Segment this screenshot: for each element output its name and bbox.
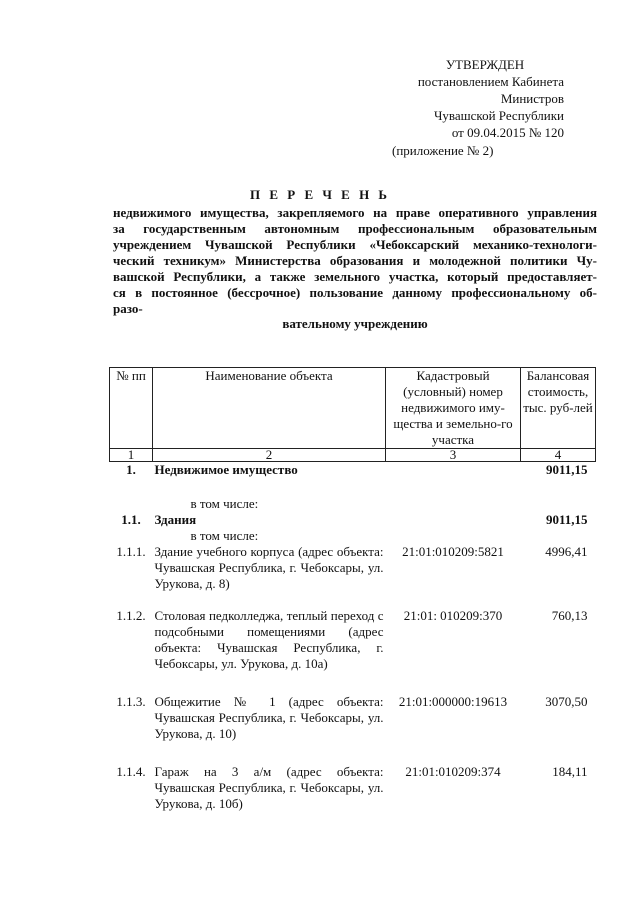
- row-number: 1.1.3.: [116, 693, 146, 709]
- header-number: № пп: [110, 368, 153, 449]
- subtitle-line: ческий техникум» Министерства образования и молодежной политики Чу-: [113, 253, 597, 268]
- appendix-note: (приложение № 2): [392, 143, 494, 158]
- table-row: [110, 512, 596, 528]
- row-name: Общежитие № 1 (адрес объекта: Чувашская Республика, г. Чебоксары, ул. Урукова, д. 10): [154, 693, 384, 741]
- row-name: в том числе:: [190, 527, 259, 543]
- row-name: Здание учебного корпуса (адрес объекта: Чувашская Республика, г. Чебоксары, ул. Урукова, д. 8): [154, 543, 384, 591]
- table-row: [110, 462, 596, 496]
- row-value: 4996,41: [545, 543, 588, 559]
- row-cadastral: [386, 528, 521, 544]
- row-value: [521, 528, 596, 544]
- table-row: [110, 528, 596, 544]
- table-row: [110, 764, 596, 812]
- row-number: 1.1.2.: [116, 607, 146, 623]
- table-row: [110, 608, 596, 694]
- column-number: 3: [386, 449, 521, 462]
- row-number: 1.1.: [121, 511, 141, 527]
- approval-heading: УТВЕРЖДЕН: [445, 57, 525, 72]
- table-row: [110, 496, 596, 512]
- document-title: П Е Р Е Ч Е Н Ь: [249, 187, 391, 202]
- subtitle-line: учреждением Чувашской Республики «Чебоксарский механико-технологи-: [113, 237, 597, 252]
- row-name: Недвижимое имущество: [154, 462, 298, 477]
- subtitle-line: разо-: [113, 301, 143, 316]
- row-cadastral: [386, 462, 521, 496]
- row-name: Гараж на 3 а/м (адрес объекта: Чувашская Республика, г. Чебоксары, ул. Урукова, д. 10б): [154, 763, 384, 811]
- row-value: 9011,15: [545, 462, 588, 477]
- row-value: [521, 496, 596, 512]
- row-value: 760,13: [551, 607, 588, 623]
- row-number: 1.1.1.: [116, 543, 146, 559]
- row-value: 9011,15: [545, 511, 588, 527]
- column-number: 4: [521, 449, 596, 462]
- row-cadastral: [386, 496, 521, 512]
- header-balance-value: Балансовая стоимость, тыс. руб-лей: [521, 368, 596, 449]
- row-number: 1.1.4.: [116, 763, 146, 779]
- table-row: [110, 544, 596, 608]
- document-subtitle: [113, 205, 597, 317]
- row-name: в том числе:: [190, 495, 259, 511]
- approval-date-number: от 09.04.2015 № 120: [451, 125, 564, 140]
- row-cadastral: 21:01: 010209:370: [403, 607, 503, 623]
- approval-authority: постановлением Кабинета Министров: [417, 74, 564, 106]
- table-row: [110, 694, 596, 764]
- row-name: Столовая педколледжа, теплый переход с подсобными помещениями (адрес объекта: Чувашская Республика, г. Чебоксары, ул. Урукова, д. 10а): [154, 607, 384, 671]
- column-number: 1: [110, 449, 153, 462]
- row-cadastral: 21:01:000000:19613: [398, 693, 508, 709]
- table-column-numbers-row: [110, 449, 596, 462]
- row-number: 1.: [126, 462, 136, 477]
- header-cadastral-number: Кадастровый (условный) номер недвижимого иму-щества и земельно-го участка: [386, 368, 521, 449]
- row-name: Здания: [154, 511, 197, 527]
- property-table: [109, 367, 596, 812]
- row-number: [110, 496, 153, 512]
- subtitle-line: ся в постоянное (бессрочное) пользование данному профессиональному об-: [113, 285, 597, 300]
- approval-republic: Чувашской Республики: [433, 108, 564, 123]
- header-object-name: Наименование объекта: [153, 368, 386, 449]
- row-number: [110, 528, 153, 544]
- subtitle-line: вашской Республики, а также земельного участка, который предоставляет-: [113, 269, 597, 284]
- row-cadastral: [386, 512, 521, 528]
- subtitle-last-line: вательному учреждению: [282, 316, 428, 331]
- row-value: 3070,50: [545, 693, 588, 709]
- row-cadastral: 21:01:010209:374: [405, 763, 501, 779]
- subtitle-line: недвижимого имущества, закрепляемого на праве оперативного управления: [113, 205, 597, 220]
- row-value: 184,11: [552, 763, 588, 779]
- table-header-row: [110, 368, 596, 449]
- column-number: 2: [153, 449, 386, 462]
- row-cadastral: 21:01:010209:5821: [402, 543, 504, 559]
- approval-block: [360, 56, 610, 141]
- subtitle-line: за государственным автономным профессиональным образовательным: [113, 221, 597, 236]
